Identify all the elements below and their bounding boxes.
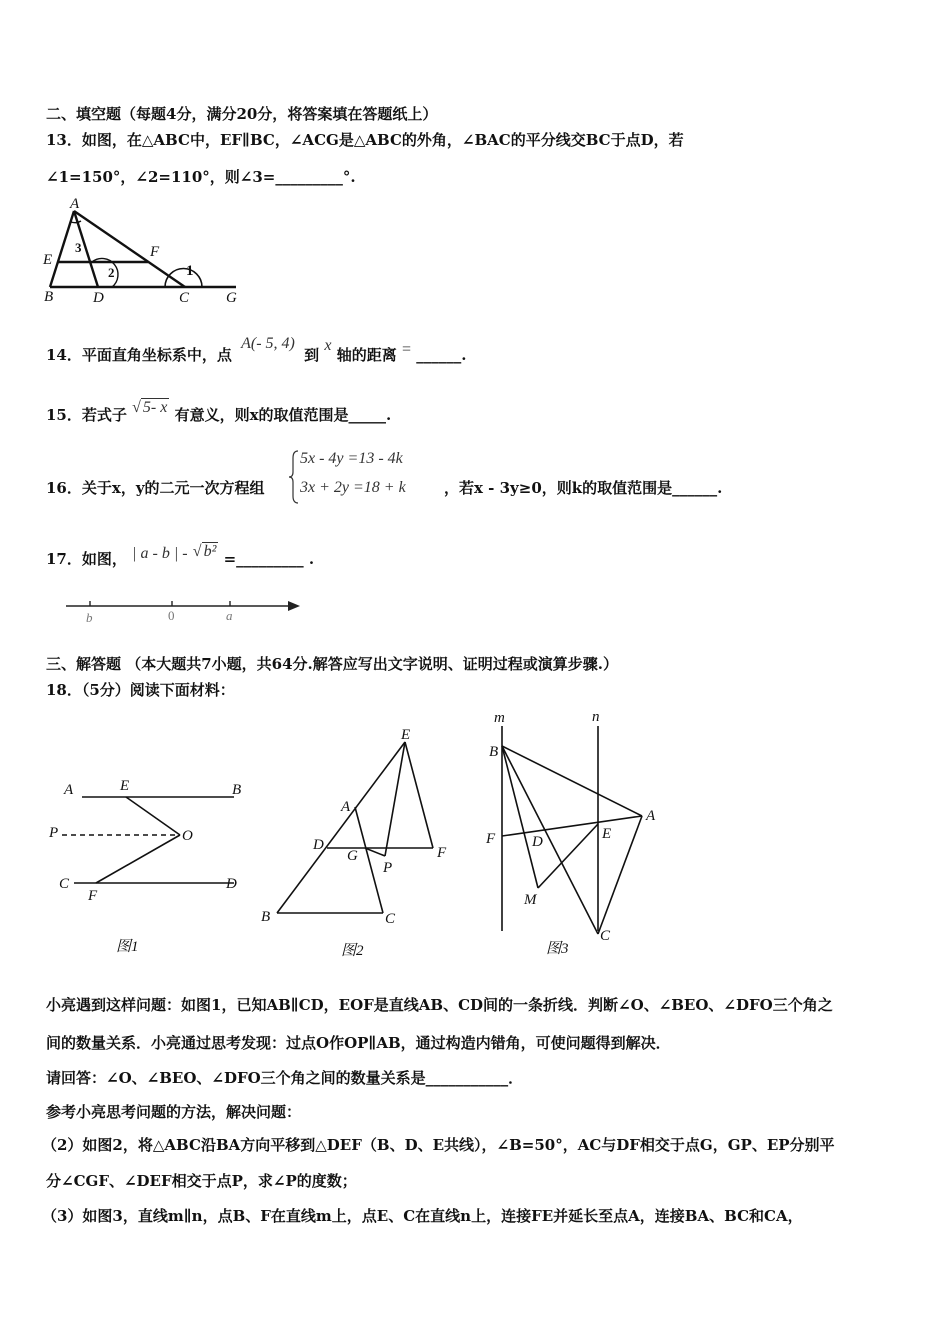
q17-radicand: b² (203, 543, 217, 560)
q18-title: 18．（5分）阅读下面材料： (46, 681, 235, 699)
fig2-caption: 图2 (341, 943, 364, 959)
q16-pre: 16．关于x，y的二元一次方程组 (46, 479, 265, 497)
q15-pre: 15．若式子 (46, 406, 127, 424)
fig2-label-b: B (261, 909, 271, 925)
fig3-label-c: C (600, 928, 611, 944)
q16-eq1: 5x - 4y =13 - 4k (300, 450, 403, 467)
angle-1-label: 1 (186, 263, 194, 279)
q15-text (46, 399, 392, 425)
para-1: 小亮遇到这样问题：如图1，已知AB∥CD，EOF是直线AB、CD间的一条折线．判断∠O、∠BEO、∠DFO三个角之 (46, 996, 833, 1014)
q16-eq2: 3x + 2y =18 + k (300, 479, 406, 496)
fig2-label-p: P (383, 860, 393, 876)
fig3-label-e: E (602, 826, 612, 842)
figure-q13 (40, 196, 250, 312)
label-b: B (44, 289, 54, 305)
angle-2-label: 2 (108, 265, 115, 280)
fig3-label-a: A (646, 808, 656, 824)
q13-line1: 13．如图，在△ABC中，EF∥BC，∠ACG是△ABC的外角，∠BAC的平分线交BC于点D，若 (46, 131, 684, 149)
q14-post: 轴的距离 (336, 346, 397, 364)
numberline-a: a (226, 608, 233, 623)
section-2-title: 二、填空题（每题4分，满分20分，将答案填在答题纸上） (46, 105, 438, 123)
q14-text (46, 335, 467, 365)
label-c: C (179, 290, 190, 306)
q17-expr-abs: | a - b | - (132, 545, 188, 562)
para-5: （2）如图2，将△ABC沿BA方向平移到△DEF（B、D、E共线），∠B=50°，AC与DF相交于点G，GP、EP分别平 (42, 1136, 835, 1154)
label-g: G (226, 290, 237, 306)
figure-3 (482, 706, 672, 965)
fig2-label-f: F (437, 845, 447, 861)
fig1-label-o: O (182, 828, 193, 844)
fig3-label-m: m (494, 710, 505, 726)
para-2: 间的数量关系．小亮通过思考发现：过点O作OP∥AB，通过构造内错角，可使问题得到解决． (46, 1034, 671, 1052)
figure-2 (255, 722, 465, 966)
q17-sqrt: √ b² (192, 543, 217, 560)
fig3-label-n: n (592, 709, 600, 725)
fig1-label-b: B (232, 782, 242, 798)
q13-line2: ∠1=150°，∠2=110°，则∠3=_________°. (46, 168, 356, 186)
numberline-zero: 0 (168, 608, 175, 623)
label-f: F (150, 244, 160, 260)
fig2-label-a: A (341, 799, 351, 815)
q14-pre: 14．平面直角坐标系中，点 (46, 346, 232, 364)
fig3-label-b: B (489, 744, 499, 760)
fig3-caption: 图3 (546, 941, 569, 957)
label-d: D (93, 290, 104, 306)
fig1-label-f: F (88, 888, 98, 904)
para-4: 参考小亮思考问题的方法，解决问题： (46, 1103, 302, 1121)
fig1-label-c: C (59, 876, 70, 892)
fig2-label-c: C (385, 911, 396, 927)
q16-post: ，若x - 3y≥0，则k的取值范围是______. (444, 479, 723, 497)
fig3-label-m-point: M (524, 892, 537, 908)
label-a: A (70, 196, 80, 212)
q16-system (288, 448, 438, 506)
angle-3-label: 3 (75, 240, 82, 255)
q14-blank: ______. (416, 346, 467, 364)
q14-eq: = (401, 341, 411, 358)
fig1-label-e: E (120, 778, 130, 794)
fig1-label-d: D (226, 876, 237, 892)
fig2-label-g: G (347, 848, 358, 864)
fig2-label-d: D (313, 837, 324, 853)
fig1-label-a: A (64, 782, 74, 798)
q17-pre: 17．如图， (46, 550, 127, 568)
fig3-label-f: F (486, 831, 496, 847)
fig1-label-p: P (49, 825, 59, 841)
q14-point: A(- 5, 4) (241, 335, 295, 352)
fig3-label-d: D (532, 834, 543, 850)
q17-post: =_________ . (223, 550, 315, 568)
section-3-title: 三、解答题 （本大题共7小题，共64分.解答应写出文字说明、证明过程或演算步骤.） (46, 655, 618, 673)
q15-radicand: 5- x (142, 399, 168, 416)
q14-mid: 到 (304, 346, 320, 364)
fig2-label-e: E (401, 727, 411, 743)
label-e: E (43, 252, 53, 268)
number-line (62, 595, 302, 631)
numberline-b: b (86, 610, 93, 625)
figure-1 (44, 768, 254, 967)
para-7: （3）如图3，直线m∥n，点B、F在直线m上，点E、C在直线n上，连接FE并延长至点A，连接BA、BC和CA， (42, 1207, 803, 1225)
q15-post: 有意义，则x的取值范围是_____. (174, 406, 392, 424)
para-6: 分∠CGF、∠DEF相交于点P，求∠P的度数； (46, 1172, 357, 1190)
q14-axis: x (324, 337, 332, 354)
q16-text (46, 477, 265, 498)
fig1-caption: 图1 (116, 939, 139, 955)
para-3: 请回答：∠O、∠BEO、∠DFO三个角之间的数量关系是___________． (46, 1069, 524, 1087)
q17-text (46, 543, 315, 569)
q15-sqrt: √ 5- x (132, 399, 168, 416)
